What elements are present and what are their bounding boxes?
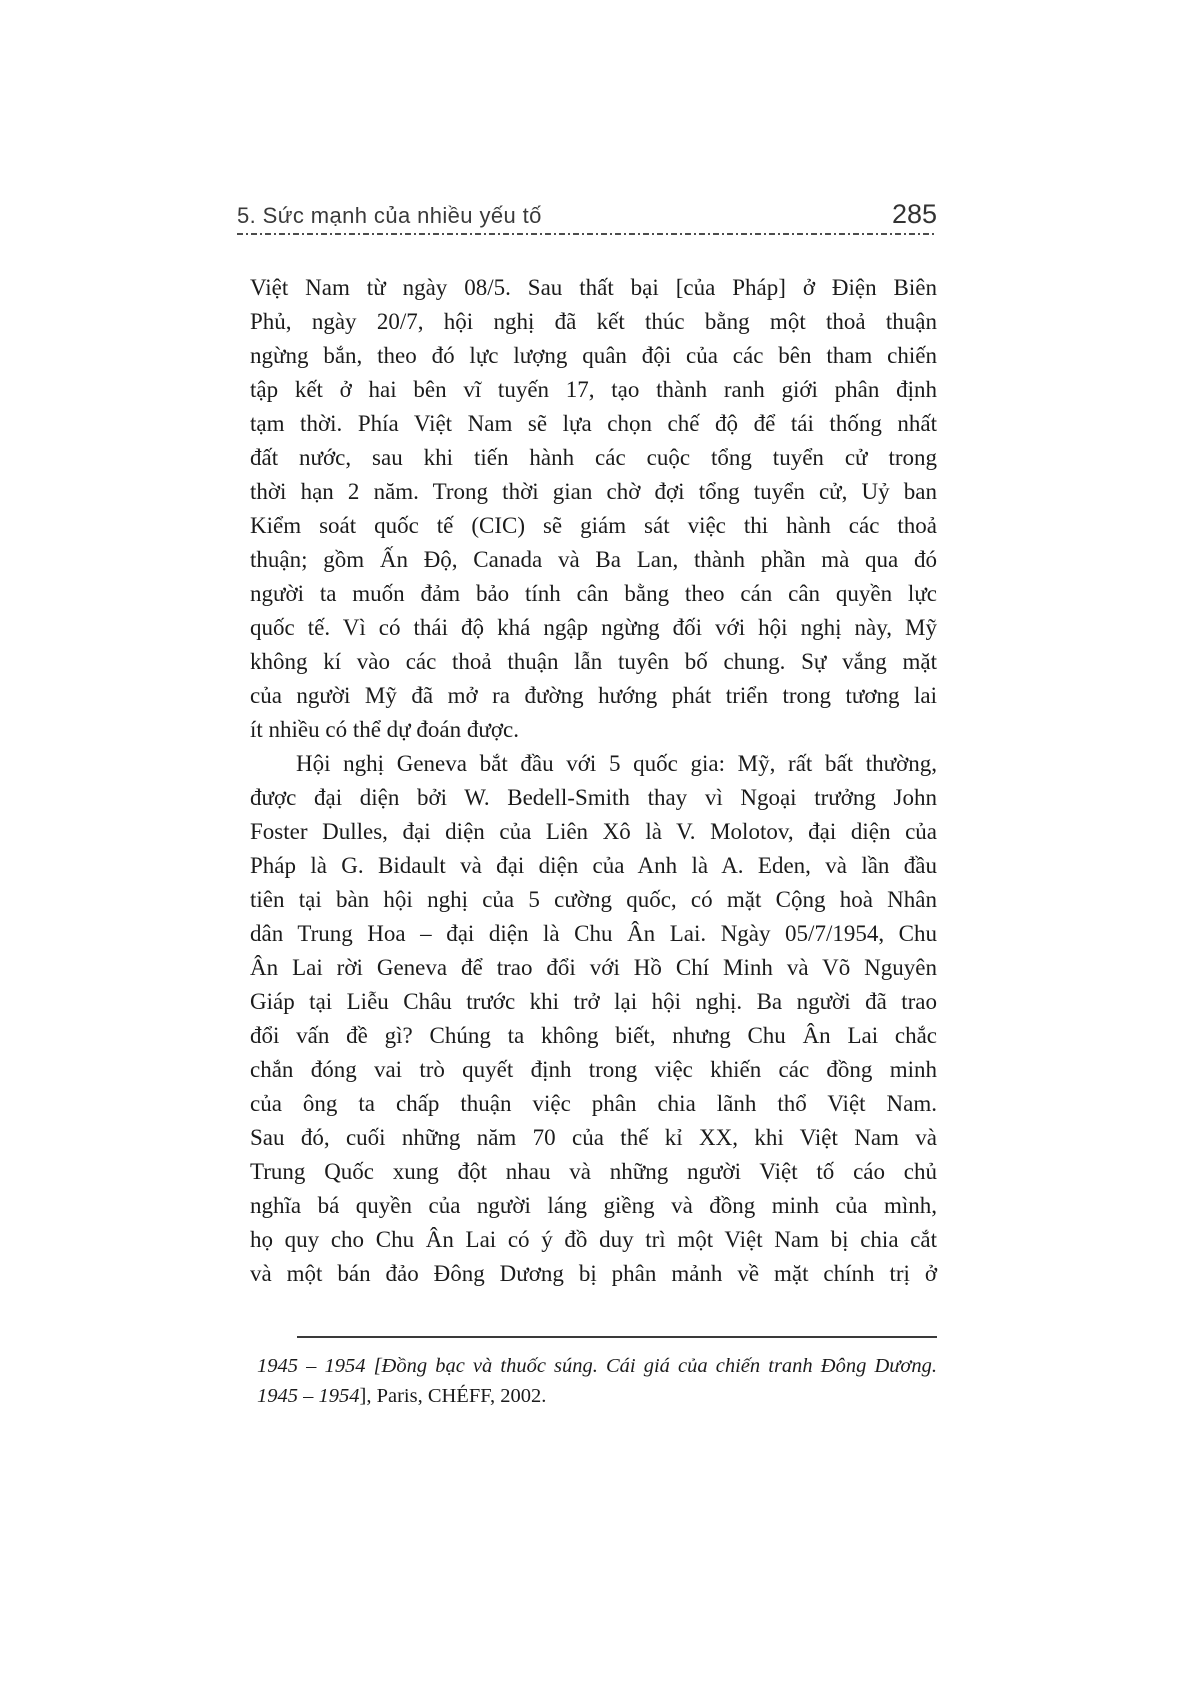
running-header (237, 200, 937, 230)
body-line: thuận; gồm Ấn Độ, Canada và Ba Lan, thành phần mà qua đó (250, 547, 937, 572)
body-line: tạm thời. Phía Việt Nam sẽ lựa chọn chế độ để tái thống nhất (250, 411, 937, 436)
body-line: đất nước, sau khi tiến hành các cuộc tổng tuyển cử trong (250, 445, 937, 470)
page-number: 285 (891, 199, 937, 229)
body-line: Pháp là G. Bidault và đại diện của Anh là A. Eden, và lần đầu (250, 853, 937, 878)
body-line: ít nhiều có thể dự đoán được. (250, 717, 519, 742)
body-line: của người Mỹ đã mở ra đường hướng phát triển trong tương lai (250, 683, 937, 708)
body-line: Hội nghị Geneva bắt đầu với 5 quốc gia: Mỹ, rất bất thường, (296, 751, 937, 776)
footnote-line (257, 1381, 937, 1411)
body-line: Sau đó, cuối những năm 70 của thế kỉ XX, khi Việt Nam và (250, 1125, 937, 1150)
body-line: và một bán đảo Đông Dương bị phân mảnh về mặt chính trị ở (250, 1261, 937, 1286)
body-line: nghĩa bá quyền của người láng giềng và đồng minh của mình, (250, 1193, 937, 1218)
body-line: họ quy cho Chu Ân Lai có ý đồ duy trì một Việt Nam bị chia cắt (250, 1227, 937, 1252)
body-line: chắn đóng vai trò quyết định trong việc khiến các đồng minh (250, 1057, 937, 1082)
body-line: của ông ta chấp thuận việc phân chia lãnh thổ Việt Nam. (250, 1091, 937, 1116)
footnote-regular-text: ], Paris, CHÉFF, 2002. (359, 1385, 547, 1407)
footnote (257, 1351, 937, 1411)
footnote-italic-text: 1945 – 1954 [Đồng bạc và thuốc súng. Cái giá của chiến tranh Đông Dương. (257, 1355, 937, 1377)
body-line: quốc tế. Vì có thái độ khá ngập ngừng đối với hội nghị này, Mỹ (250, 615, 937, 640)
body-line: Việt Nam từ ngày 08/5. Sau thất bại [của Pháp] ở Điện Biên (250, 275, 937, 300)
body-line: thời hạn 2 năm. Trong thời gian chờ đợi tổng tuyển cử, Uỷ ban (250, 479, 937, 504)
body-line: dân Trung Hoa – đại diện là Chu Ân Lai. Ngày 05/7/1954, Chu (250, 921, 937, 946)
body-line: tiên tại bàn hội nghị của 5 cường quốc, có mặt Cộng hoà Nhân (250, 887, 937, 912)
footnote-line (257, 1351, 937, 1381)
body-line: Kiểm soát quốc tế (CIC) sẽ giám sát việc thi hành các thoả (250, 513, 937, 538)
text-column (237, 200, 937, 1411)
body-line: được đại diện bởi W. Bedell-Smith thay vì Ngoại trưởng John (250, 785, 937, 810)
body-line: đổi vấn đề gì? Chúng ta không biết, nhưng Chu Ân Lai chắc (250, 1023, 937, 1048)
body-text (250, 271, 937, 1291)
body-line: Foster Dulles, đại diện của Liên Xô là V. Molotov, đại diện của (250, 819, 937, 844)
body-line: Giáp tại Liễu Châu trước khi trở lại hội nghị. Ba người đã trao (250, 989, 937, 1014)
body-line: Phủ, ngày 20/7, hội nghị đã kết thúc bằng một thoả thuận (250, 309, 937, 334)
body-line: Ân Lai rời Geneva để trao đổi với Hồ Chí Minh và Võ Nguyên (250, 955, 937, 980)
footnote-divider (297, 1336, 937, 1338)
body-line: tập kết ở hai bên vĩ tuyến 17, tạo thành ranh giới phân định (250, 377, 937, 402)
body-line: không kí vào các thoả thuận lẫn tuyên bố chung. Sự vắng mặt (250, 649, 937, 674)
header-divider (237, 233, 937, 235)
footnote-italic-text: 1945 – 1954 (257, 1385, 360, 1407)
body-line: Trung Quốc xung đột nhau và những người Việt tố cáo chủ (250, 1159, 937, 1184)
body-line: người ta muốn đảm bảo tính cân bằng theo cán cân quyền lực (250, 581, 937, 606)
running-header-title: 5. Sức mạnh của nhiều yếu tố (237, 203, 542, 228)
body-line: ngừng bắn, theo đó lực lượng quân đội của các bên tham chiến (250, 343, 937, 368)
